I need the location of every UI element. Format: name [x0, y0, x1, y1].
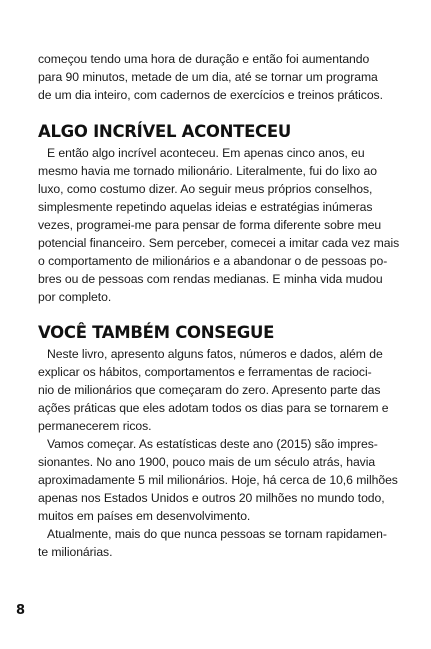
- text-line: Neste livro, apresento alguns fatos, números e dados, além de: [47, 347, 383, 361]
- section-body-voce-tambem: [38, 345, 398, 561]
- text-line: por completo.: [38, 290, 112, 304]
- text-line: Atualmente, mais do que nunca pessoas se tornam rapidamen-: [47, 527, 387, 541]
- text-line: de um dia inteiro, com cadernos de exercícios e treinos práticos.: [38, 88, 383, 102]
- text-line: explicar os hábitos, comportamentos e ferramentas de racioci-: [38, 365, 372, 379]
- page-number: 8: [16, 603, 26, 618]
- text-line: aproximadamente 5 mil milionários. Hoje, há cerca de 10,6 milhões: [38, 473, 398, 487]
- text-line: luxo, como costumo dizer. Ao seguir meus próprios conselhos,: [38, 182, 373, 196]
- text-line: começou tendo uma hora de duração e então foi aumentando: [38, 52, 370, 66]
- text-line: sionantes. No ano 1900, pouco mais de um século atrás, havia: [38, 455, 376, 469]
- text-line: simplesmente repetindo aquelas ideias e estratégias inúmeras: [38, 200, 373, 214]
- text-line: vezes, programei-me para pensar de forma diferente sobre meu: [38, 218, 382, 232]
- text-line: ações práticas que eles adotam todos os dias para se tornarem e: [38, 401, 389, 415]
- text-line: o comportamento de milionários e a abandonar o de pessoas po-: [38, 254, 388, 268]
- text-line: permanecerem ricos.: [38, 419, 152, 433]
- text-line: te milionárias.: [38, 545, 113, 559]
- text-line: E então algo incrível aconteceu. Em apenas cinco anos, eu: [47, 146, 365, 160]
- paragraph-intro: [38, 50, 383, 104]
- section-heading-algo-incrivel: ALGO INCRÍVEL ACONTECEU: [38, 122, 291, 141]
- text-line: nio de milionários que começaram do zero. Apresento parte das: [38, 383, 381, 397]
- text-line: bres ou de pessoas com rendas medianas. E minha vida mudou: [38, 272, 383, 286]
- text-line: potencial financeiro. Sem perceber, comecei a imitar cada vez mais: [38, 236, 400, 250]
- section-heading-voce-tambem: VOCÊ TAMBÉM CONSEGUE: [38, 323, 275, 342]
- text-line: mesmo havia me tornado milionário. Literalmente, fui do lixo ao: [38, 164, 377, 178]
- text-line: para 90 minutos, metade de um dia, até se tornar um programa: [38, 70, 378, 84]
- text-line: apenas nos Estados Unidos e outros 20 milhões no mundo todo,: [38, 491, 385, 505]
- section-body-algo-incrivel: [38, 144, 400, 306]
- text-line: muitos em países em desenvolvimento.: [38, 509, 251, 523]
- text-line: Vamos começar. As estatísticas deste ano (2015) são impres-: [47, 437, 378, 451]
